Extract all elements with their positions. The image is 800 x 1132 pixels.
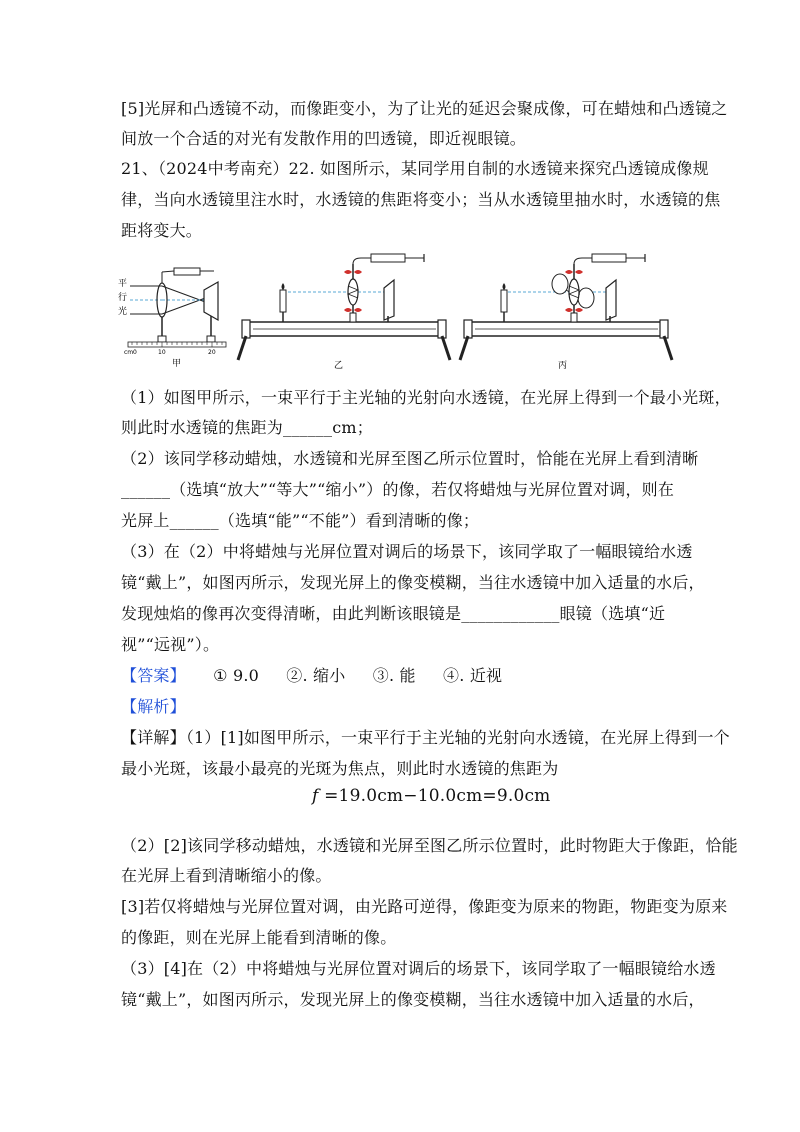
detail-text: （1）[1]如图甲所示，一束平行于主光轴的光射向水透镜，在光屏上得到一个 [185, 728, 730, 747]
detail-line [121, 728, 730, 748]
question-part-3: 镜“戴上”，如图丙所示，发现光屏上的像变模糊，当往水透镜中加入适量的水后， [121, 573, 705, 592]
figure-label: 乙 [334, 361, 344, 371]
figure-bing [460, 254, 672, 371]
answer-item: ④. 近视 [443, 666, 503, 685]
detail-line: 的像距，则在光屏上能看到清晰的像。 [121, 928, 397, 947]
question-part-2: ______（选填“放大”“等大”“缩小”）的像，若仅将蜡烛与光屏位置对调，则在 [121, 480, 675, 499]
analysis-tag: 【解析】 [121, 697, 186, 716]
tick-label: 20 [208, 349, 216, 356]
text-line: [5]光屏和凸透镜不动，而像距变小，为了让光的延迟会聚成像，可在蜡烛和凸透镜之 [121, 99, 728, 118]
tick-label: 0 [133, 349, 137, 356]
figure-yi [238, 254, 450, 371]
text-line: 间放一个合适的对光有发散作用的凹透镜，即近视眼镜。 [121, 129, 527, 148]
answer-item: ②. 缩小 [286, 666, 346, 685]
focal-length-formula [312, 786, 551, 806]
detail-line: [3]若仅将蜡烛与光屏位置对调，由光路可逆得，像距变为原来的物距，物距变为原来 [121, 897, 728, 916]
figure-label: 甲 [172, 359, 182, 369]
answer-tag: 【答案】 [121, 666, 186, 685]
detail-tag: 【详解】 [121, 728, 186, 747]
question-part-2: 光屏上______（选填“能”“不能”）看到清晰的像； [121, 511, 480, 530]
side-label: 平 [118, 279, 128, 289]
question-part-1: （1）如图甲所示，一束平行于主光轴的光射向水透镜，在光屏上得到一个最小光斑， [121, 388, 731, 407]
answer-row [121, 666, 524, 686]
side-label: 光 [118, 307, 128, 317]
experiment-figure [118, 250, 688, 375]
tick-label: 10 [158, 349, 166, 356]
detail-line: 最小光斑，该最小最亮的光斑为焦点，则此时水透镜的焦距为 [121, 759, 559, 778]
question-part-3: （3）在（2）中将蜡烛与光屏位置对调后的场景下，该同学取了一幅眼镜给水透 [121, 542, 693, 561]
answer-item: ① 9.0 [213, 666, 259, 685]
question-part-2: （2）该同学移动蜡烛，水透镜和光屏至图乙所示位置时，恰能在光屏上看到清晰 [121, 449, 699, 468]
tick-label: cm [124, 349, 134, 356]
question-header: 21、（2024中考南充）22. 如图所示，某同学用自制的水透镜来探究凸透镜成像规 [121, 159, 709, 178]
question-part-3: 发现烛焰的像再次变得清晰，由此判断该眼镜是____________眼镜（选填“近 [121, 604, 666, 623]
detail-line: （2）[2]该同学移动蜡烛，水透镜和光屏至图乙所示位置时，此时物距大于像距，恰能 [121, 836, 738, 855]
detail-line: 在光屏上看到清晰缩小的像。 [121, 866, 332, 885]
detail-line: 镜“戴上”，如图丙所示，发现光屏上的像变模糊，当往水透镜中加入适量的水后， [121, 990, 705, 1009]
formula-expression: =19.0cm−10.0cm=9.0cm [324, 786, 551, 806]
side-label: 行 [118, 293, 128, 303]
figure-jia [118, 268, 226, 369]
question-part-1: 则此时水透镜的焦距为______cm； [121, 418, 373, 437]
detail-line: （3）[4]在（2）中将蜡烛与光屏位置对调后的场景下，该同学取了一幅眼镜给水透 [121, 959, 716, 978]
answer-item: ③. 能 [372, 666, 416, 685]
text-line: 距将变大。 [121, 221, 203, 240]
question-part-3: 视”“远视”）。 [121, 635, 220, 654]
figure-label: 丙 [558, 361, 568, 371]
formula-variable: f [312, 786, 319, 806]
text-line: 律，当向水透镜里注水时，水透镜的焦距将变小；当从水透镜里抽水时，水透镜的焦 [121, 190, 721, 209]
